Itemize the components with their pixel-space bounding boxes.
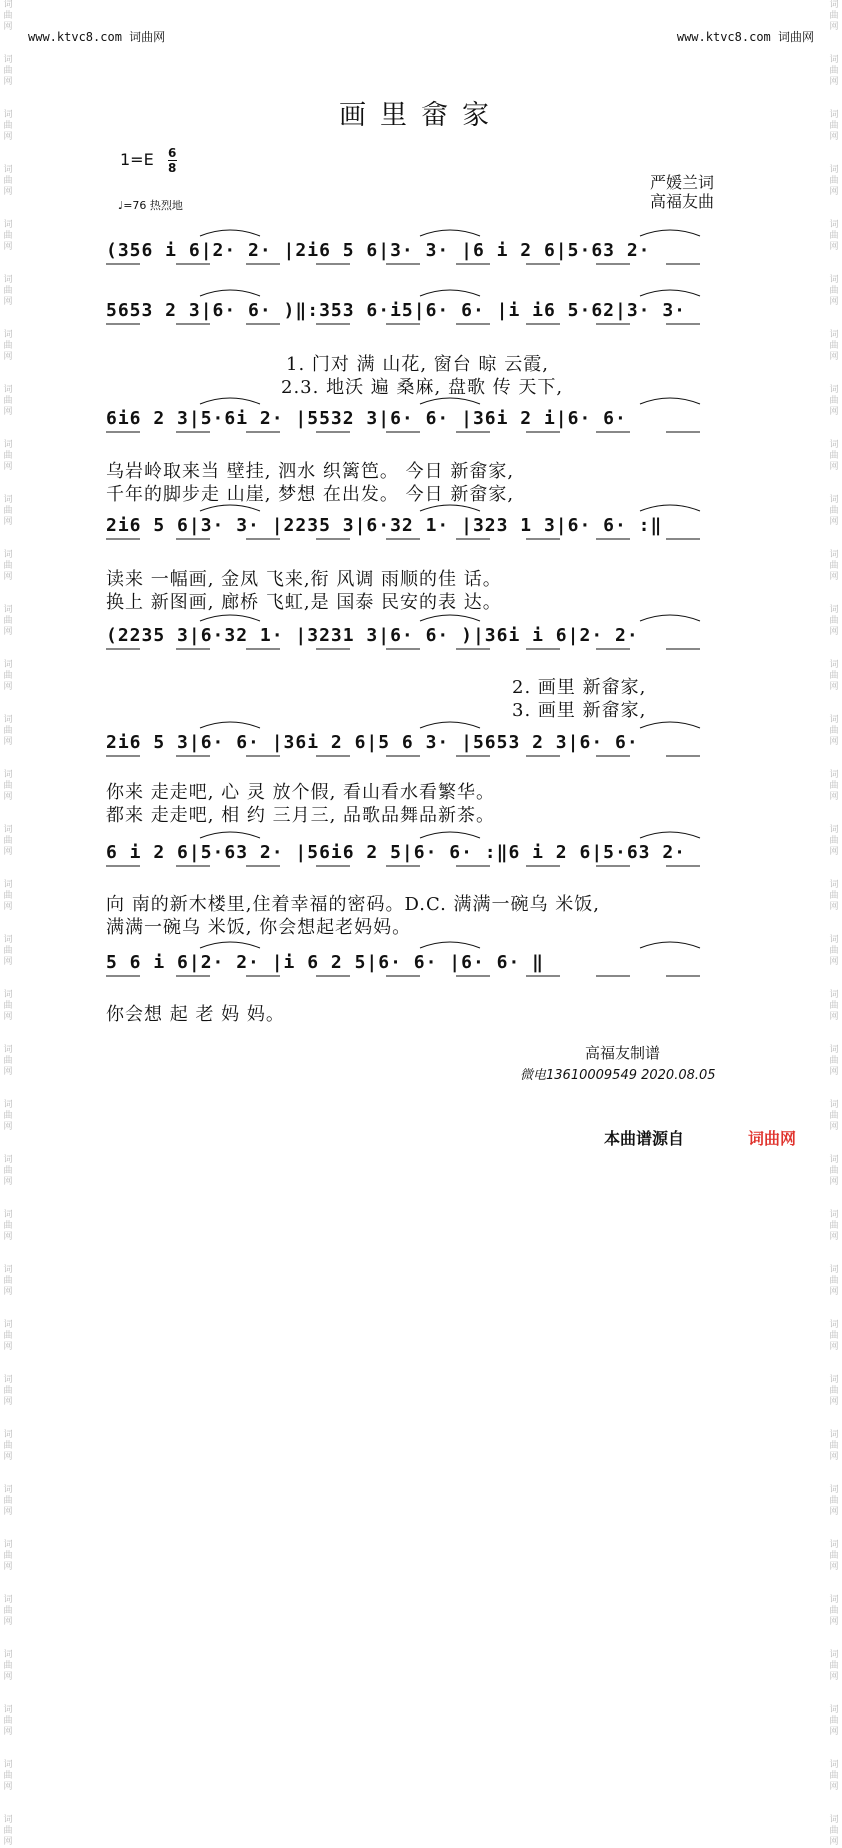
slur-arc — [200, 722, 260, 728]
slur-arc — [420, 615, 480, 621]
slur-arc — [200, 615, 260, 621]
slur-arc — [640, 832, 700, 838]
slur-arc — [420, 722, 480, 728]
slur-arc — [640, 942, 700, 948]
slur-arc — [200, 398, 260, 404]
slur-arc — [200, 290, 260, 296]
lyric-line: 读来 一幅画, 金凤 飞来,衔 风调 雨顺的佳 话。 — [106, 569, 502, 590]
side-watermark-left: 词 曲 网 词 曲 网 词 曲 网 词 曲 网 词 曲 网 词 曲 网 词 曲 网 词 曲 网 词 曲 网 词 曲 网 词 曲 网 词 曲 网 词 曲 网 词 曲 网 词 曲 网 词 曲 网 词 曲 网 词 曲 网 词 曲 网 词 曲 网 词 曲 网 词 曲 网 词 曲 网 词 曲 网 词 曲 网 词 曲 网 词 曲 网 词 曲 网 词 曲 网 词 曲 网 词 曲 网 词 曲 网 词 曲 网 词 曲 网 — [3, 0, 13, 1847]
lyric-line: 1. 门对 满 山花, 窗台 晾 云霞, — [286, 354, 549, 375]
slur-arc — [420, 230, 480, 236]
slur-arc — [200, 942, 260, 948]
contact-info: 微电13610009549 2020.08.05 — [520, 1068, 716, 1083]
notation-row: (2235 3|6·32 1· |3231 3|6· 6· )|36i i 6|2· 2· — [106, 625, 639, 646]
slur-arc — [420, 832, 480, 838]
slur-arc — [640, 615, 700, 621]
lyric-line: 2.3. 地沃 遍 桑麻, 盘歌 传 天下, — [281, 377, 564, 398]
source-label: 本曲谱源自 — [604, 1129, 685, 1148]
lyric-line: 乌岩岭取来当 壁挂, 泗水 织篱笆。 今日 新畲家, — [106, 461, 515, 482]
notation-row: 5 6 i 6|2· 2· |i 6 2 5|6· 6· |6· 6· ‖ — [106, 952, 544, 973]
lyric-line: 都来 走走吧, 相 约 三月三, 品歌品舞品新茶。 — [106, 805, 496, 826]
lyric-line: 你会想 起 老 妈 妈。 — [106, 1004, 285, 1025]
lyric-line: 满满一碗乌 米饭, 你会想起老妈妈。 — [106, 917, 412, 938]
header-site-left[interactable]: www.ktvc8.com 词曲网 — [28, 30, 166, 44]
notation-row: 6 i 2 6|5·63 2· |56i6 2 5|6· 6· :‖6 i 2 6|5·63 2· — [106, 842, 687, 863]
slur-arc — [640, 290, 700, 296]
slur-arc — [640, 398, 700, 404]
song-title: 画里畲家 — [339, 100, 503, 131]
lyric-line: 换上 新图画, 廊桥 飞虹,是 国泰 民安的表 达。 — [106, 592, 502, 613]
lyric-line: 3. 画里 新畲家, — [512, 700, 647, 721]
notation-row: 2i6 5 3|6· 6· |36i 2 6|5 6 3· |5653 2 3|6· 6· — [106, 732, 639, 753]
key-signature: 1=E — [120, 150, 154, 169]
notation-row: 2i6 5 6|3· 3· |2235 3|6·32 1· |323 1 3|6· 6· :‖ — [106, 515, 663, 536]
header-site-right[interactable]: www.ktvc8.com 词曲网 — [676, 30, 814, 44]
source-brand-logo[interactable]: 词曲网 — [748, 1129, 797, 1148]
slur-arc — [420, 290, 480, 296]
composer-credit: 高福友曲 — [650, 192, 715, 211]
lyric-line: 向 南的新木楼里,住着幸福的密码。D.C. 满满一碗乌 米饭, — [106, 894, 600, 915]
slur-arc — [200, 832, 260, 838]
notation-row: (356 i 6|2· 2· |2i6 5 6|3· 3· |6 i 2 6|5·63 2· — [106, 240, 651, 261]
tempo-marking: ♩=76 热烈地 — [118, 199, 183, 212]
slur-arc — [420, 942, 480, 948]
lyric-line: 你来 走走吧, 心 灵 放个假, 看山看水看繁华。 — [106, 782, 496, 803]
notation-row: 6i6 2 3|5·6i 2· |5532 3|6· 6· |36i 2 i|6· 6· — [106, 408, 627, 429]
notation-row: 5653 2 3|6· 6· )‖:353 6·i5|6· 6· |i i6 5·62|3· 3· — [106, 300, 687, 321]
slur-arc — [640, 230, 700, 236]
transcriber-credit: 高福友制谱 — [585, 1044, 661, 1062]
slur-arc — [640, 505, 700, 511]
slur-arc — [200, 230, 260, 236]
time-signature-top: 6 — [168, 146, 177, 160]
lyric-line: 2. 画里 新畲家, — [512, 677, 647, 698]
slur-arc — [640, 722, 700, 728]
lyric-line: 千年的脚步走 山崖, 梦想 在出发。 今日 新畲家, — [106, 484, 515, 505]
time-signature-bottom: 8 — [168, 161, 177, 175]
lyricist-credit: 严媛兰词 — [650, 173, 715, 192]
side-watermark-right: 词 曲 网 词 曲 网 词 曲 网 词 曲 网 词 曲 网 词 曲 网 词 曲 网 词 曲 网 词 曲 网 词 曲 网 词 曲 网 词 曲 网 词 曲 网 词 曲 网 词 曲 网 词 曲 网 词 曲 网 词 曲 网 词 曲 网 词 曲 网 词 曲 网 词 曲 网 词 曲 网 词 曲 网 词 曲 网 词 曲 网 词 曲 网 词 曲 网 词 曲 网 词 曲 网 词 曲 网 词 曲 网 词 曲 网 词 曲 网 — [829, 0, 839, 1847]
